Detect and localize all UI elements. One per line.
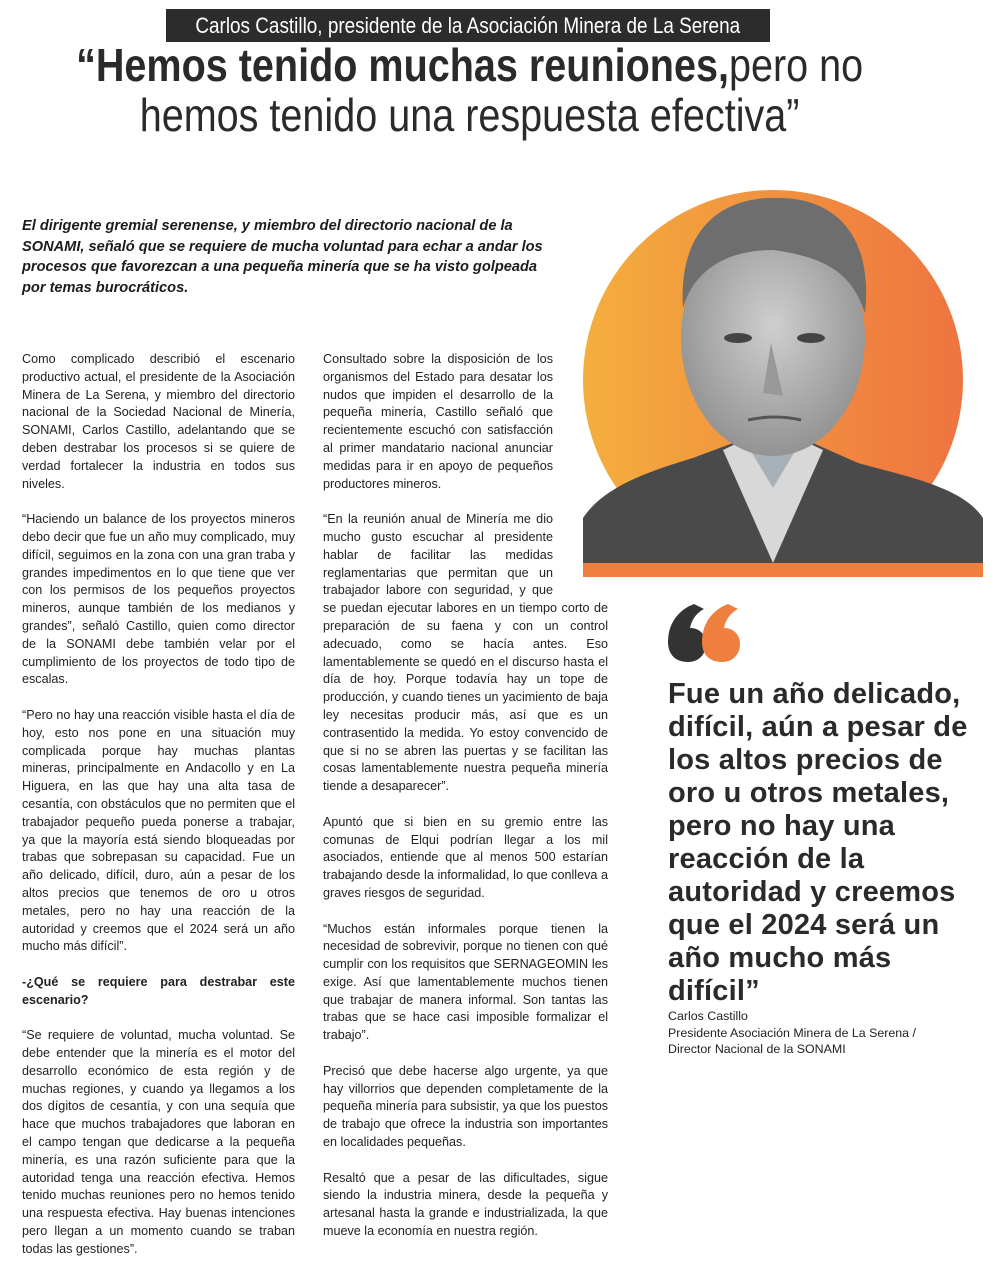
attribution-role: Director Nacional de la SONAMI: [668, 1042, 846, 1056]
article-column-1: [22, 351, 295, 1276]
paragraph: Precisó que debe hacerse algo urgente, ya que hay villorrios que dependen completamente de la pequeña minería para subsistir, ya que los puestos de trabajo que ofrece la industria son importantes en localidades pequeñas.: [323, 1063, 608, 1150]
paragraph: Apuntó que si bien en su gremio entre las comunas de Elqui podrían llegar a los mil asociados, entiende que al menos 500 estarían trabajando desde la informalidad, lo que conlleva a graves riesgos de seguridad.: [323, 814, 608, 900]
quote-attribution: [668, 1008, 988, 1058]
attribution-name: Carlos Castillo: [668, 1009, 748, 1023]
paragraph: “Pero no hay una reacción visible hasta el día de hoy, esto nos pone en una situación muy complicada porque hay muchas plantas mineras, principalmente en Andacollo y en La Higuera, en las que hay una alta tasa de cesantía, con obstáculos que no permiten que el trabajador pequeño pueda ponerse a trabajar, ya que la mayoría está siendo bloqueadas por trabas que sobrepasan su capacidad. Fue un año delicado, difícil, duro, aún a pesar de los altos precios que tenemos de oro u otros metales, pero no hay una reacción de la autoridad y creemos que el 2024 será un año mucho más difícil”.: [22, 707, 295, 954]
attribution-role: Presidente Asociación Minera de La Serena /: [668, 1025, 916, 1040]
paragraph: “Haciendo un balance de los proyectos mineros debo decir que fue un año muy complicado, muy difícil, seguimos en la zona con una gran traba y grandes impedimentos en lo que tiene que ver con los permisos de los pequeños proyectos mineros, aunque también de los medianos y grandes”, señaló Castillo, quien como director de la SONAMI debe también velar por el cumplimiento de los proyectos de todo tipo de escalas.: [22, 512, 295, 687]
headline-bold: “Hemos tenido muchas reuniones,: [76, 39, 730, 91]
headline-line2: hemos tenido una respuesta efectiva”: [140, 89, 800, 141]
kicker-text: Carlos Castillo, presidente de la Asociación Minera de La Serena: [195, 12, 741, 38]
paragraph: “En la reunión anual de Minería me dio mucho gusto escuchar al presidente hablar de facilitar las medidas reglamentarias que permitan que un trabajador labore con seguridad, y que se puedan ejecutar labores en un tiempo corto de preparación de su faena y con un control adecuado, como se hacía antes. Eso lamentablemente se quedó en el discurso hasta el día de hoy. Porque todavía hay un tope de producción, y cuando tienes un yacimiento de baja ley necesitas producir más, así que es un contrasentido la medida. Yo estoy convencido de que si no se abren las puertas y se facilitan las cosas lamentablemente nuestra pequeña minería tiende a desaparecer”.: [323, 512, 608, 794]
article-column-2: [323, 351, 608, 1259]
paragraph: “Muchos están informales porque tienen la necesidad de sobrevivir, porque no tienen con qué cumplir con los requisitos que SERNAGEOMIN les exige. Así que lamentablemente muchos tienen que trabajar de manera informal. Son tantas las trabas que se hace casi imposible formalizar el trabajo”.: [323, 921, 608, 1043]
paragraph: Consultado sobre la disposición de los organismos del Estado para desatar los nudos que impiden el desarrollo de la pequeña minería, Castillo señaló que recientemente escuchó con satisfacción al primer mandatario nacional anunciar medidas para ir en apoyo de pequeños productores mineros.: [323, 352, 553, 491]
pull-quote: Fue un año delicado, difícil, aún a pesar de los altos precios de oro u otros metales, pero no hay una reacción de la autoridad y creemos que el 2024 será un año mucho más difícil”: [668, 678, 968, 1007]
quote-open-icon: [668, 602, 742, 664]
paragraph: Resaltó que a pesar de las dificultades, sigue siendo la industria minera, desde la pequeña y artesanal hasta la grande e industrializada, la que mueve la economía en nuestra región.: [323, 1170, 608, 1239]
paragraph: “Se requiere de voluntad, mucha voluntad. Se debe entender que la minería es el motor del desarrollo económico de esta región y de muchas regiones, y cuando ya llegamos a los dos dígitos de cesantía, y con una sequía que hace que muchos trabajadores que laboran en el campo tengan que dedicarse a la pequeña minería, es una razón suficiente para que la autoridad tenga una reacción efectiva. Hemos tenido muchas reuniones pero no hemos tenido una respuesta efectiva. Hay buenas intenciones pero llegan a un momento cuando se traban todas las gestiones”.: [22, 1028, 295, 1256]
intro-lead: El dirigente gremial serenense, y miembro del directorio nacional de la SONAMI, señaló que se requiere de mucha voluntad para echar a andar los procesos que favorezcan a una pequeña minería que se ha visto golpeada por temas burocráticos.: [22, 218, 543, 296]
kicker-bar: [166, 9, 770, 42]
portrait-photo: [583, 188, 983, 580]
paragraph: Como complicado describió el escenario productivo actual, el presidente de la Asociación Minera de La Serena, y miembro del directorio nacional de la Sociedad Nacional de Minería, SONAMI, Carlos Castillo, adelantando que se deben destrabar los procesos si se quiere de verdad fortalecer la industria en todos sus niveles.: [22, 352, 295, 491]
interview-question: -¿Qué se requiere para destrabar este escenario?: [22, 974, 295, 1007]
headline-regular: pero no: [729, 39, 864, 91]
orange-bar: [583, 563, 983, 577]
headline: [0, 40, 940, 140]
